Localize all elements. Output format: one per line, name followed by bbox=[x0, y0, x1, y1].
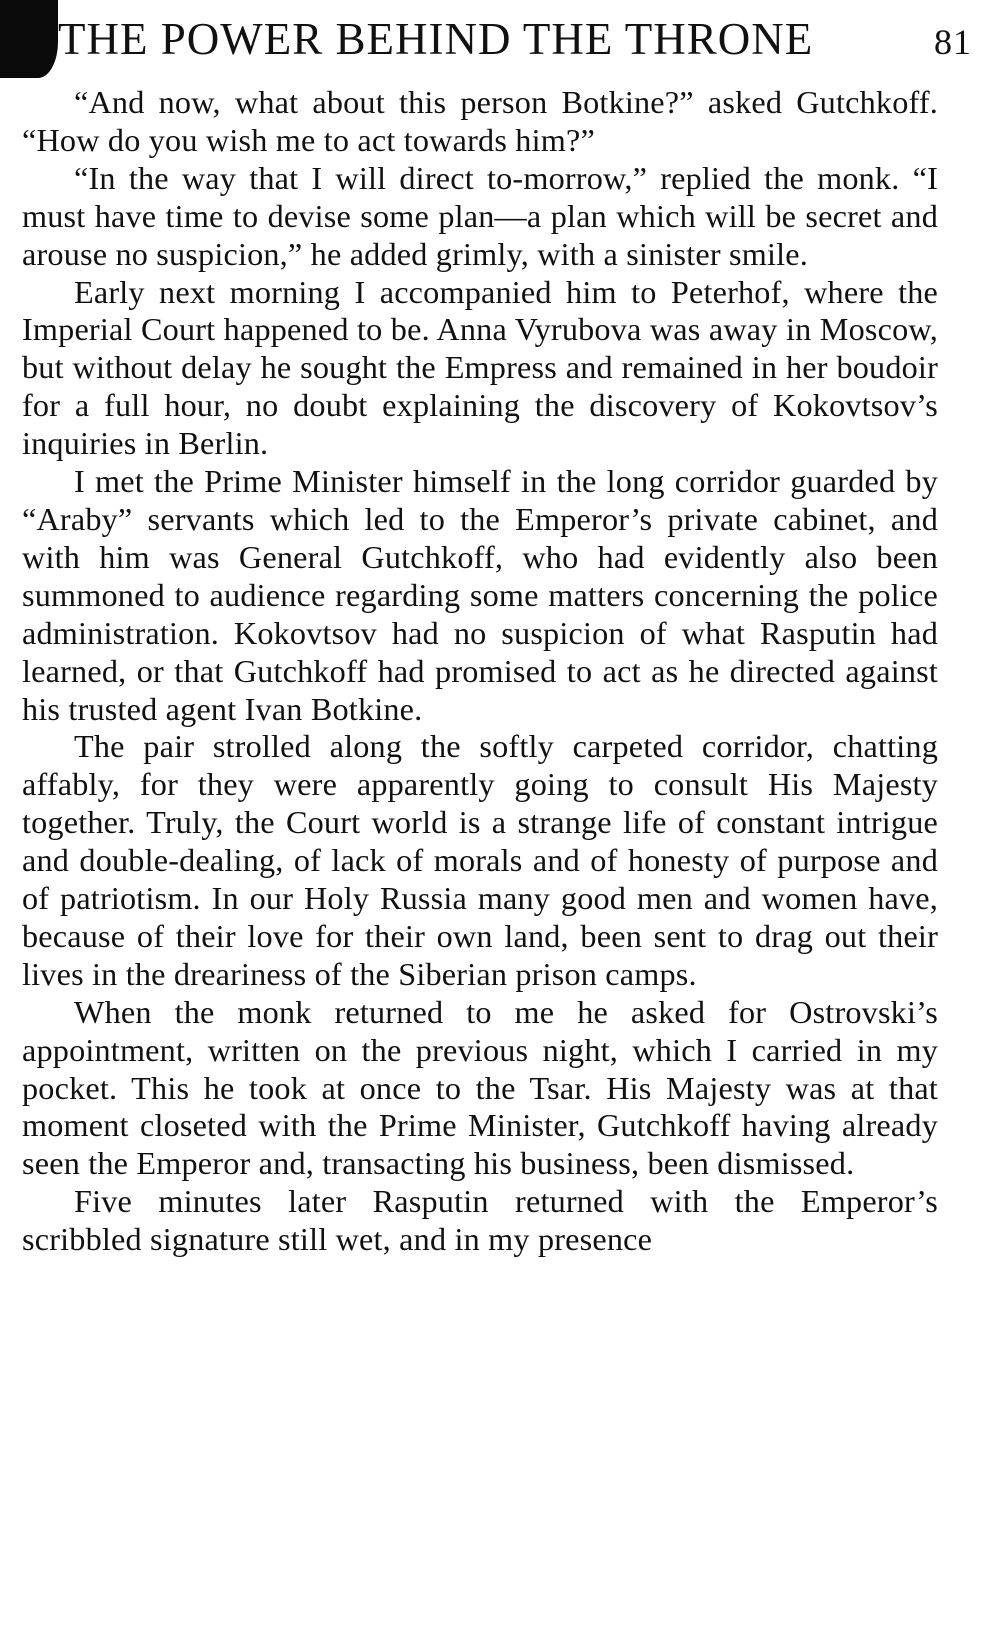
running-title: THE POWER BEHIND THE THRONE bbox=[58, 14, 814, 64]
scan-corner-shadow bbox=[0, 0, 58, 78]
paragraph-1: “And now, what about this person Botkine?” asked Gutchkoff. “How do you wish me to act towards him?” bbox=[22, 84, 938, 158]
page-number: 81 bbox=[934, 22, 972, 62]
paragraph-7: Five minutes later Rasputin returned with the Emperor’s scribbled signature still wet, and in my presence bbox=[22, 1183, 938, 1258]
running-head bbox=[58, 8, 980, 78]
paragraph-5: The pair strolled along the softly carpeted corridor, chatting affably, for they were apparently going to consult His Majesty together. Truly, the Court world is a strange life of constant intrigue and double-dealing, of lack of morals and of honesty of purpose and of patriotism. In our Holy Russia many good men and women have, because of their love for their own land, been sent to drag out their lives in the dreariness of the Siberian prison camps. bbox=[22, 728, 938, 992]
paragraph-2: “In the way that I will direct to-morrow,” replied the monk. “I must have time to devise some plan—a plan which will be secret and arouse no suspicion,” he added grimly, with a sinister smile. bbox=[22, 159, 938, 272]
body-text bbox=[22, 84, 938, 1259]
paragraph-6: When the monk returned to me he asked for Ostrovski’s appointment, written on the previous night, which I carried in my pocket. This he took at once to the Tsar. His Majesty was at that moment closeted with the Prime Minister, Gutchkoff having already seen the Emperor and, transacting his business, been dismissed. bbox=[22, 993, 938, 1182]
paragraph-3: Early next morning I accompanied him to Peterhof, where the Imperial Court happened to be. Anna Vyrubova was away in Moscow, but without delay he sought the Empress and remained in her boudoir for a full hour, no doubt explaining the discovery of Kokovtsov’s inquiries in Berlin. bbox=[22, 273, 938, 462]
paragraph-4: I met the Prime Minister himself in the long corridor guarded by “Araby” servants which led to the Emperor’s private cabinet, and with him was General Gutchkoff, who had evidently also been summoned to audience regarding some matters concerning the police administration. Kokovtsov had no suspicion of what Rasputin had learned, or that Gutchkoff had promised to act as he directed against his trusted agent Ivan Botkine. bbox=[22, 463, 938, 727]
